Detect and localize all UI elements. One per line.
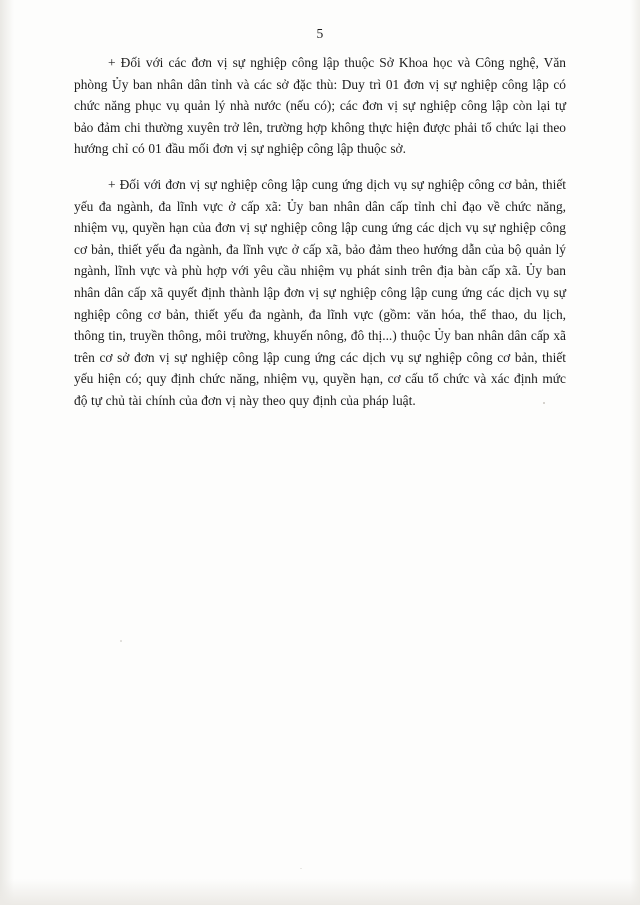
- paragraph: + Đối với các đơn vị sự nghiệp công lập thuộc Sở Khoa học và Công nghệ, Văn phòng Ủy ban nhân dân tỉnh và các sở đặc thù: Duy trì 01 đơn vị sự nghiệp công lập có chức năng phục vụ quản lý nhà nước (nếu có); các đơn vị sự nghiệp công lập còn lại tự bảo đảm chi thường xuyên trở lên, trường hợp không thực hiện được phải tổ chức lại theo hướng chỉ có 01 đầu mối đơn vị sự nghiệp công lập thuộc sở.: [74, 55, 566, 157]
- scan-speck: [300, 868, 302, 869]
- scan-edge-bottom: [0, 879, 640, 905]
- scan-edge-left: [0, 0, 14, 905]
- paragraph: + Đối với đơn vị sự nghiệp công lập cung ứng dịch vụ sự nghiệp công cơ bản, thiết yếu đa ngành, đa lĩnh vực ở cấp xã: Ủy ban nhân dân cấp tỉnh chỉ đạo về chức năng, nhiệm vụ, quyền hạn của đơn vị sự nghiệp công lập cung ứng các dịch vụ sự nghiệp công cơ bản, thiết yếu đa ngành, đa lĩnh vực ở cấp xã, bảo đảm theo hướng dẫn của bộ quản lý ngành, lĩnh vực và phù hợp với yêu cầu nhiệm vụ phát sinh trên địa bàn cấp xã. Ủy ban nhân dân cấp xã quyết định thành lập đơn vị sự nghiệp công lập cung ứng các dịch vụ sự nghiệp công cơ bản, thiết yếu đa ngành, đa lĩnh vực (gồm: văn hóa, thể thao, du lịch, thông tin, truyền thông, môi trường, khuyến nông, đô thị...) thuộc Ủy ban nhân dân cấp xã trên cơ sở đơn vị sự nghiệp công lập cung ứng các dịch vụ sự nghiệp công cơ bản, thiết yếu hiện có; quy định chức năng, nhiệm vụ, quyền hạn, cơ cấu tổ chức và xác định mức độ tự chủ tài chính của đơn vị này theo quy định của pháp luật.: [74, 176, 566, 408]
- scan-edge-right: [630, 0, 640, 905]
- document-body: [74, 52, 566, 412]
- scan-speck: [120, 640, 122, 642]
- page-number: 5: [316, 26, 324, 41]
